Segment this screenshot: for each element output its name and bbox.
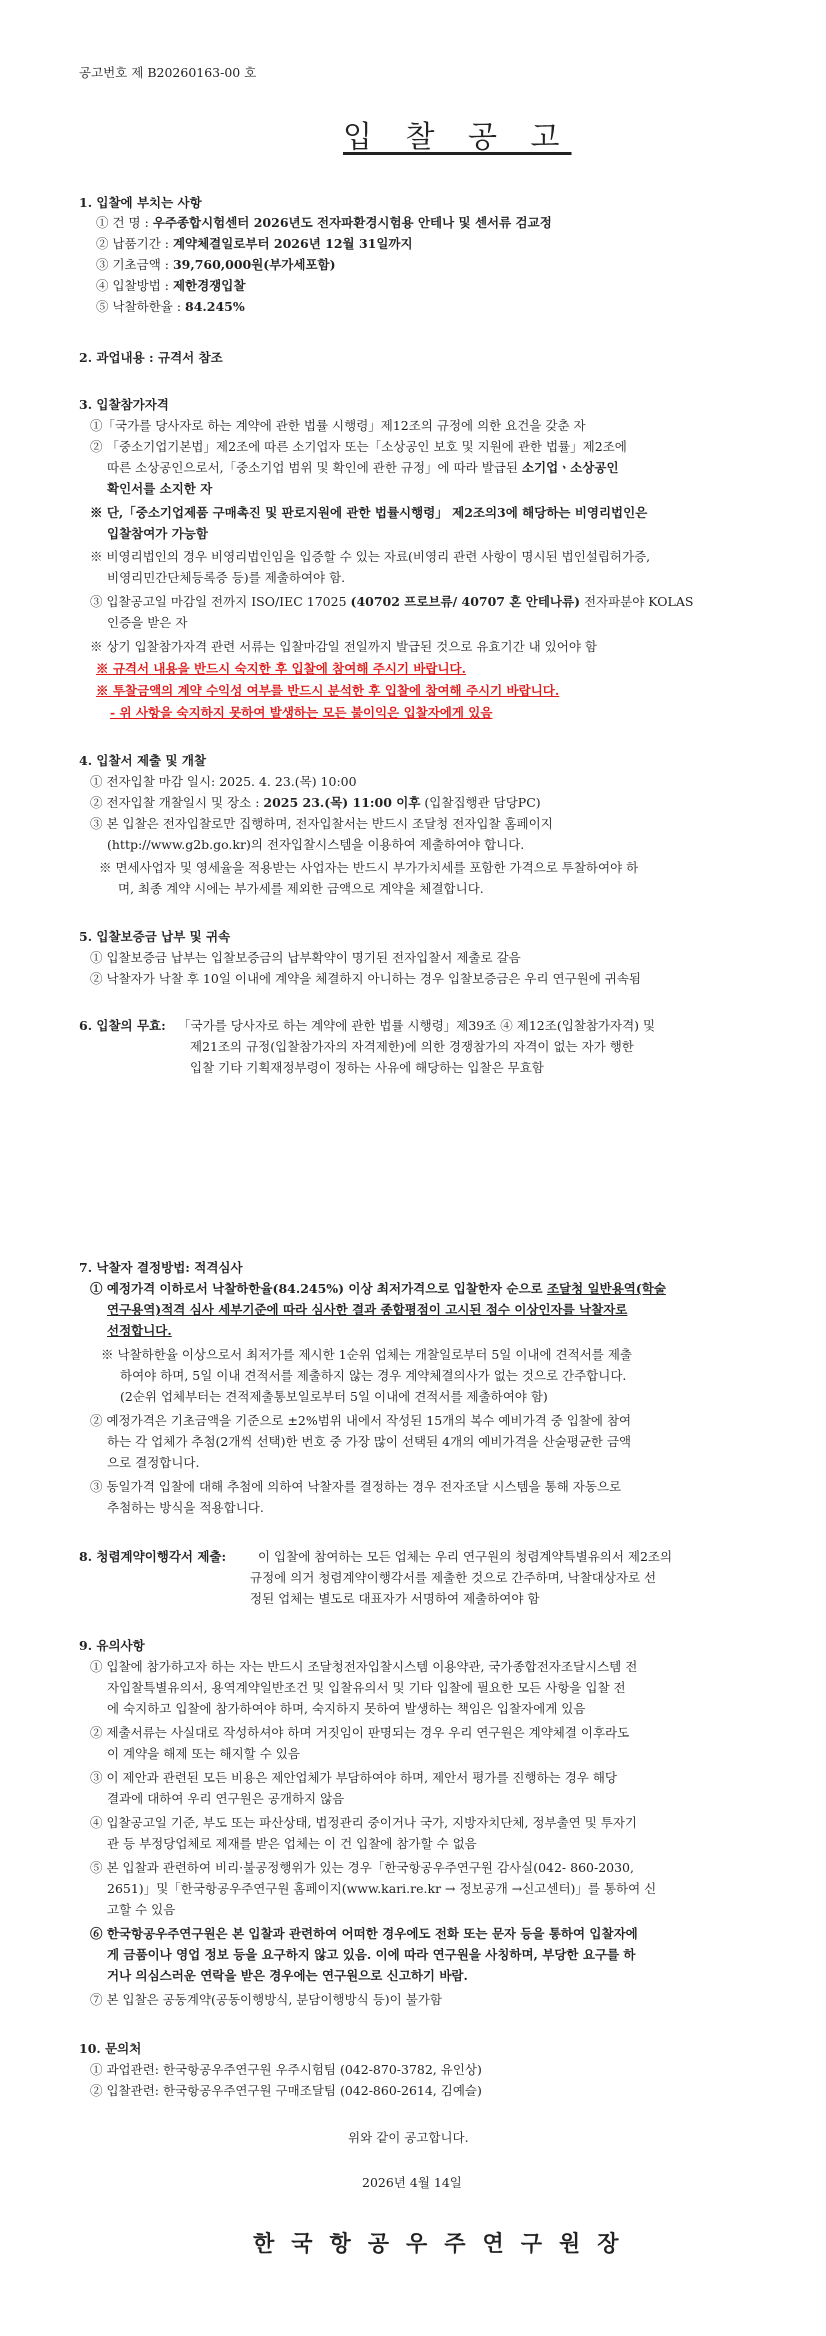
s8-line: 정된 업체는 별도로 대표자가 서명하여 제출하여야 함 [250,1591,540,1606]
s4-line: (http://www.g2b.go.kr)의 전자입찰시스템을 이용하여 제출하여야 합니다. [107,837,525,852]
delivery-row: ② 납품기간 : 계약체결일로부터 2026년 12월 31일까지 [96,236,413,251]
notice-date: 2026년 4월 14일 [362,2175,462,2190]
s9-line: ⑤ 본 입찰과 관련하여 비리·불공정행위가 있는 경우「한국항공우주연구원 감사실(042- 860-2030, [90,1860,634,1875]
s9-line: ④ 입찰공고일 기준, 부도 또는 파산상태, 법정관리 중이거나 국가, 지방자치단체, 정부출연 및 투자기 [90,1815,638,1830]
s7-line: 하여야 하며, 5일 이내 견적서를 제출하지 않는 경우 계약체결의사가 없는 것으로 간주합니다. [120,1368,627,1383]
s8-line: 이 입찰에 참여하는 모든 업체는 우리 연구원의 청렴계약특별유의서 제2조의 [258,1549,673,1564]
contact-bid: ② 입찰관련: 한국항공우주연구원 구매조달팀 (042-860-2614, 김예슬) [90,2083,482,2098]
s3-line: 따른 소상공인으로서,「중소기업 범위 및 확인에 관한 규정」에 따라 발급된 소기업ㆍ소상공인 [107,460,619,475]
lower-limit-rate-row: ⑤ 낙찰하한율 : 84.245% [96,299,245,314]
s4-line: 며, 최종 계약 시에는 부가세를 제외한 금액으로 계약을 체결합니다. [118,881,484,896]
s7-line: ① 예정가격 이하로서 낙찰하한율(84.245%) 이상 최저가격으로 입찰한자 순으로 조달청 일반용역(학술 [90,1281,666,1296]
s7-line: 연구용역)적격 심사 세부기준에 따라 심사한 결과 종합평점이 고시된 점수 이상인자를 낙찰자로 [107,1302,628,1317]
s6-line: 제21조의 규정(입찰참가자의 자격제한)에 의한 경쟁참가의 자격이 없는 자가 행한 [190,1039,634,1054]
s7-line: ② 예정가격은 기초금액을 기준으로 ±2%범위 내에서 작성된 15개의 복수 예비가격 중 입찰에 참여 [90,1413,632,1428]
section-7-heading: 7. 낙찰자 결정방법: 적격심사 [79,1260,243,1275]
s9-line: ⑦ 본 입찰은 공동계약(공동이행방식, 분담이행방식 등)이 불가함 [90,1992,442,2007]
s9-line: ② 제출서류는 사실대로 작성하셔야 하며 거짓임이 판명되는 경우 우리 연구원은 계약체결 이후라도 [90,1725,630,1740]
s6-line: 입찰 기타 기획재정부령이 정하는 사유에 해당하는 입찰은 무효함 [190,1060,544,1075]
contact-task: ① 과업관련: 한국항공우주연구원 우주시험팀 (042-870-3782, 유인상) [90,2062,482,2077]
section-8-heading: 8. 청렴계약이행각서 제출: [79,1549,227,1564]
section-4-heading: 4. 입찰서 제출 및 개찰 [79,753,207,768]
base-price-row: ③ 기초금액 : 39,760,000원(부가세포함) [96,257,336,272]
s5-line: ① 입찰보증금 납부는 입찰보증금의 납부확약이 명기된 전자입찰서 제출로 갈음 [90,950,521,965]
s9-line: 에 숙지하고 입찰에 참가하여야 하며, 숙지하지 못하여 발생하는 책임은 입찰자에게 있음 [107,1701,586,1716]
s6-line: 「국가를 당사자로 하는 계약에 관한 법률 시행령」제39조 ④ 제12조(입찰참가자격) 및 [178,1018,656,1033]
s9-line: 게 금품이나 영업 정보 등을 요구하지 않고 있음. 이에 따라 연구원을 사칭하며, 부당한 요구를 하 [107,1947,636,1962]
s4-line: ② 전자입찰 개찰일시 및 장소 : 2025 23.(목) 11:00 이후 (입찰집행관 담당PC) [90,795,541,810]
warning-liability: - 위 사항을 숙지하지 못하여 발생하는 모든 불이익은 입찰자에게 있음 [110,705,493,720]
s3-line: 확인서를 소지한 자 [107,481,213,496]
section-1-heading: 1. 입찰에 부치는 사항 [79,195,202,210]
notice-number: 공고번호 제 B20260163-00 호 [79,65,257,80]
s3-note-nonprofit: ※ 단,「중소기업제품 구매촉진 및 판로지원에 관한 법률시행령」 제2조의3에 해당하는 비영리법인은 [90,505,648,520]
s7-line: 선정합니다. [107,1323,172,1338]
section-3-heading: 3. 입찰참가자격 [79,397,169,412]
s7-line: ③ 동일가격 입찰에 대해 추첨에 의하여 낙찰자를 결정하는 경우 전자조달 시스템을 통해 자동으로 [90,1479,622,1494]
s9-line: 결과에 대하여 우리 연구원은 공개하지 않음 [107,1791,345,1806]
s3-line: ※ 상기 입찰참가자격 관련 서류는 입찰마감일 전일까지 발급된 것으로 유효기간 내 있어야 함 [90,639,597,654]
section-9-heading: 9. 유의사항 [79,1638,145,1653]
bid-method-row: ④ 입찰방법 : 제한경쟁입찰 [96,278,246,293]
s3-line: 인증을 받은 자 [107,615,188,630]
closing-statement: 위와 같이 공고합니다. [348,2130,469,2145]
s7-line: 으로 결정합니다. [107,1455,200,1470]
s3-line: ※ 비영리법인의 경우 비영리법인임을 입증할 수 있는 자료(비영리 관련 사항이 명시된 법인설립허가증, [90,549,651,564]
s7-line: 하는 각 업체가 추첨(2개씩 선택)한 번호 중 가장 많이 선택된 4개의 예비가격을 산술평균한 금액 [107,1434,632,1449]
s8-line: 규정에 의거 청렴계약이행각서를 제출한 것으로 간주하며, 낙찰대상자로 선 [250,1570,657,1585]
s3-line: ①「국가를 당사자로 하는 계약에 관한 법률 시행령」제12조의 규정에 의한 요건을 갖춘 자 [90,418,586,433]
s3-line: 비영리민간단체등록증 등)를 제출하여야 함. [107,570,346,585]
s9-line: 관 등 부정당업체로 제재를 받은 업체는 이 건 입찰에 참가할 수 없음 [107,1836,477,1851]
s9-line: ① 입찰에 참가하고자 하는 자는 반드시 조달청전자입찰시스템 이용약관, 국가종합전자조달시스템 전 [90,1659,638,1674]
section-5-heading: 5. 입찰보증금 납부 및 귀속 [79,929,231,944]
warning-bid-amount: ※ 투찰금액의 계약 수익성 여부를 반드시 분석한 후 입찰에 참여해 주시기 바랍니다. [96,683,560,698]
item-name-row: ① 건 명 : 우주종합시험센터 2026년도 전자파환경시험용 안테나 및 센서류 검교정 [96,215,552,230]
s3-line: ③ 입찰공고일 마감일 전까지 ISO/IEC 17025 (40702 프로브류/ 40707 혼 안테나류) 전자파분야 KOLAS [90,594,694,609]
page-title: 입 찰 공 고 [343,120,572,155]
s3-line: ② 「중소기업기본법」제2조에 따른 소기업자 또는「소상공인 보호 및 지원에 관한 법률」제2조에 [90,439,627,454]
warning-spec: ※ 규격서 내용을 반드시 숙지한 후 입찰에 참여해 주시기 바랍니다. [96,661,466,676]
s9-line: ③ 이 제안과 관련된 모든 비용은 제안업체가 부담하여야 하며, 제안서 평가를 진행하는 경우 해당 [90,1770,617,1785]
s5-line: ② 낙찰자가 낙찰 후 10일 이내에 계약을 체결하지 아니하는 경우 입찰보증금은 우리 연구원에 귀속됨 [90,971,641,986]
s7-line: (2순위 업체부터는 견적제출통보일로부터 5일 이내에 견적서를 제출하여야 함) [120,1389,548,1404]
s9-line: 거나 의심스러운 연락을 받은 경우에는 연구원으로 신고하기 바람. [107,1968,468,1983]
s9-line: 고할 수 있음 [107,1902,176,1917]
s7-line: ※ 낙찰하한율 이상으로서 최저가를 제시한 1순위 업체는 개찰일로부터 5일 이내에 견적서를 제출 [101,1347,632,1362]
s9-line: 2651)」및「한국항공우주연구원 홈페이지(www.kari.re.kr → 정보공개 →신고센터)」를 통하여 신 [107,1881,657,1896]
s7-line: 추첨하는 방식을 적용합니다. [107,1500,264,1515]
section-10-heading: 10. 문의처 [79,2041,142,2056]
s9-line: 이 계약을 해제 또는 해지할 수 있음 [107,1746,300,1761]
section-6-heading: 6. 입찰의 무효: [79,1018,166,1033]
s4-line: ① 전자입찰 마감 일시: 2025. 4. 23.(목) 10:00 [90,774,357,789]
issuer-name: 한국항공우주연구원장 [253,2231,636,2257]
s9-line: 자입찰특별유의서, 용역계약일반조건 및 입찰유의서 및 기타 입찰에 필요한 모든 사항을 입찰 전 [107,1680,626,1695]
s3-line: 입찰참여가 가능함 [107,526,208,541]
s9-phishing-warning: ⑥ 한국항공우주연구원은 본 입찰과 관련하여 어떠한 경우에도 전화 또는 문자 등을 통하여 입찰자에 [90,1926,638,1941]
s4-line: ※ 면세사업자 및 영세율을 적용받는 사업자는 반드시 부가가치세를 포함한 가격으로 투찰하여야 하 [99,860,639,875]
s4-line: ③ 본 입찰은 전자입찰로만 집행하며, 전자입찰서는 반드시 조달청 전자입찰 홈페이지 [90,816,553,831]
section-2-heading: 2. 과업내용 : 규격서 참조 [79,350,223,365]
